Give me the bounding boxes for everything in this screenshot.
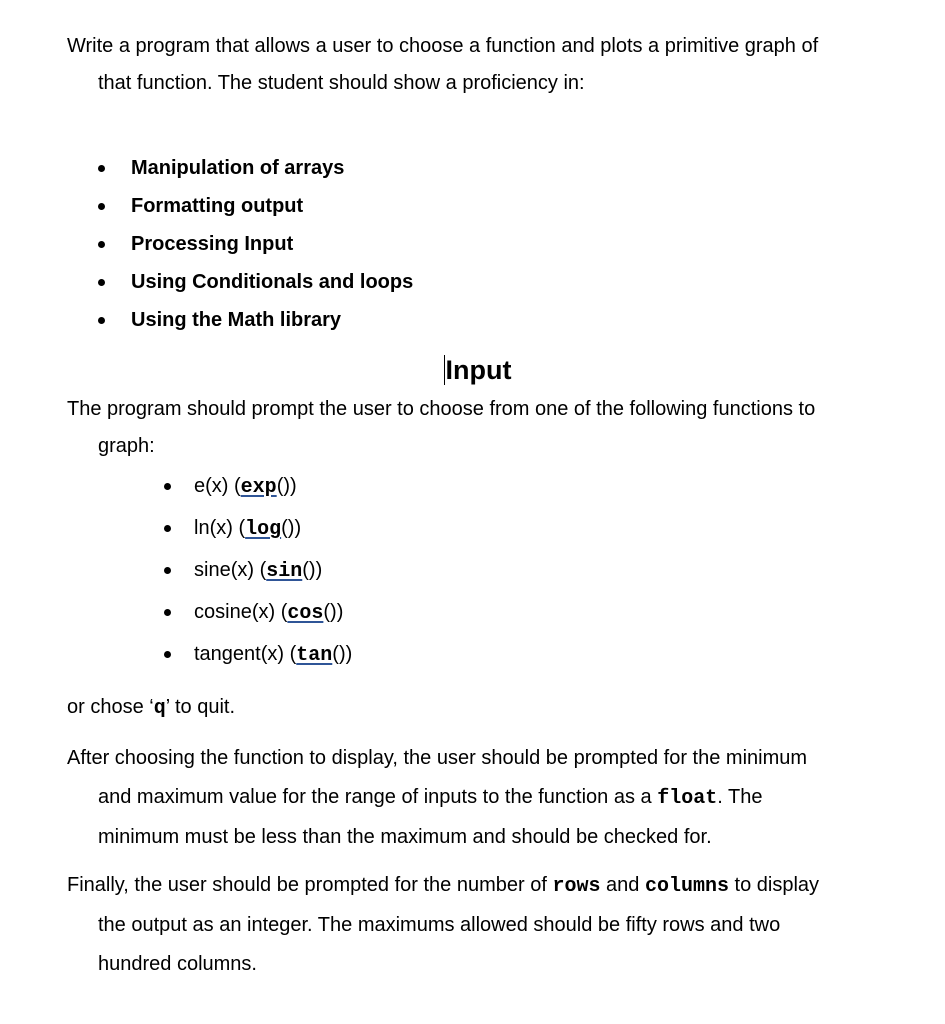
section-heading-input: Input bbox=[445, 355, 512, 385]
intro-line-2: that function. The student should show a proficiency in: bbox=[98, 72, 585, 94]
bullet-icon bbox=[164, 525, 171, 532]
bullet-icon bbox=[164, 651, 171, 658]
bullet-icon bbox=[98, 203, 105, 210]
bullet-icon bbox=[98, 165, 105, 172]
range-line-3: minimum must be less than the maximum and should be checked for. bbox=[98, 826, 712, 848]
function-code-link[interactable]: cos bbox=[287, 602, 324, 625]
text-cursor-icon bbox=[444, 355, 445, 385]
list-item: Manipulation of arrays bbox=[131, 152, 413, 190]
float-code: float bbox=[657, 787, 718, 810]
quit-line: or chose ‘q’ to quit. bbox=[67, 696, 236, 720]
bullet-icon bbox=[164, 567, 171, 574]
input-prompt-paragraph bbox=[67, 391, 907, 465]
functions-list bbox=[194, 470, 352, 680]
list-item: Using the Math library bbox=[131, 304, 413, 342]
list-item: cosine(x) (cos()) bbox=[194, 596, 352, 638]
quit-key-code: q bbox=[153, 697, 166, 720]
skills-list bbox=[131, 152, 413, 342]
final-paragraph bbox=[67, 866, 907, 984]
list-item: ln(x) (log()) bbox=[194, 512, 352, 554]
final-line-1: Finally, the user should be prompted for the number of rows and columns to display bbox=[67, 874, 820, 898]
bullet-icon bbox=[98, 241, 105, 248]
function-code-link[interactable]: sin bbox=[266, 560, 303, 583]
range-paragraph bbox=[67, 739, 907, 857]
range-line-2: and maximum value for the range of inputs to the function as a float. The bbox=[98, 786, 763, 810]
bullet-icon bbox=[98, 279, 105, 286]
rows-code: rows bbox=[552, 875, 601, 898]
columns-code: columns bbox=[644, 875, 729, 898]
final-line-3: hundred columns. bbox=[98, 953, 257, 975]
bullet-icon bbox=[164, 609, 171, 616]
range-line-1: After choosing the function to display, the user should be prompted for the minimum bbox=[67, 747, 808, 769]
intro-line-1: Write a program that allows a user to choose a function and plots a primitive graph of bbox=[67, 35, 819, 57]
input-prompt-line-1: The program should prompt the user to choose from one of the following functions to bbox=[67, 398, 816, 420]
list-item: Formatting output bbox=[131, 190, 413, 228]
list-item: sine(x) (sin()) bbox=[194, 554, 352, 596]
list-item: Processing Input bbox=[131, 228, 413, 266]
function-code-link[interactable]: tan bbox=[296, 644, 333, 667]
list-item: e(x) (exp()) bbox=[194, 470, 352, 512]
list-item: Using Conditionals and loops bbox=[131, 266, 413, 304]
intro-paragraph bbox=[67, 28, 907, 102]
function-code-link[interactable]: exp bbox=[240, 476, 277, 499]
list-item: tangent(x) (tan()) bbox=[194, 638, 352, 680]
function-code-link[interactable]: log bbox=[245, 518, 282, 541]
input-prompt-line-2: graph: bbox=[98, 435, 155, 457]
final-line-2: the output as an integer. The maximums allowed should be fifty rows and two bbox=[98, 914, 781, 936]
bullet-icon bbox=[98, 317, 105, 324]
bullet-icon bbox=[164, 483, 171, 490]
